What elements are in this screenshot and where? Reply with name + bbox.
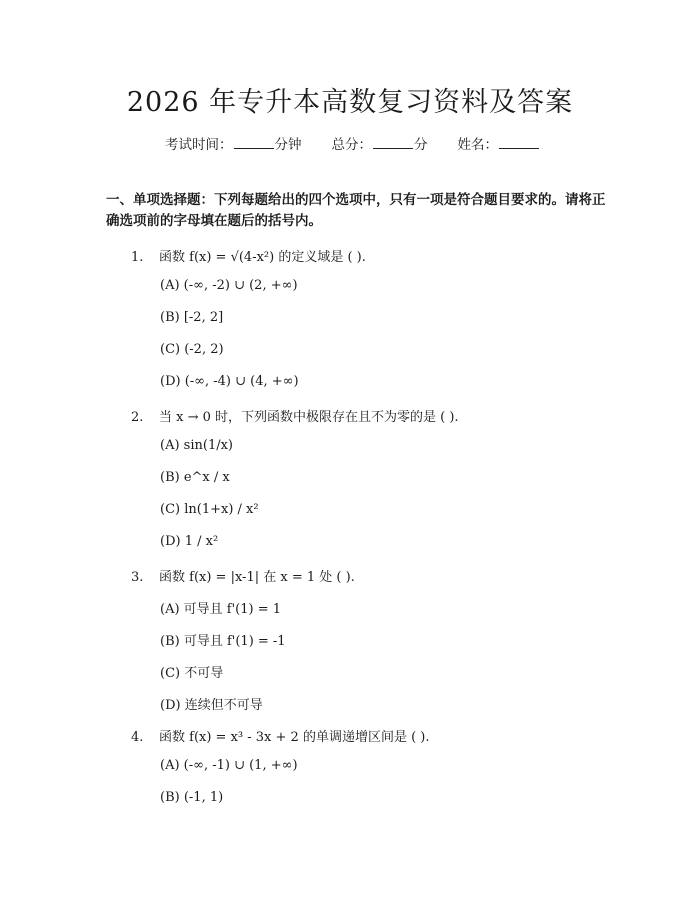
question-3: [131, 566, 355, 585]
option-1b[interactable]: (B) [-2, 2]: [160, 310, 224, 325]
exam-time-unit: 分钟: [274, 137, 302, 153]
option-2a[interactable]: (A) sin(1/x): [160, 438, 233, 453]
option-3b[interactable]: (B) 可导且 f'(1) = -1: [160, 634, 286, 649]
total-score: [332, 133, 428, 153]
exam-time-label: 考试时间：: [165, 137, 233, 153]
question-number: 2.: [131, 410, 144, 425]
question-2: [131, 406, 459, 425]
exam-meta: [165, 133, 540, 153]
question-number: 3.: [131, 570, 144, 585]
question-4: [131, 726, 429, 745]
question-1: [131, 246, 366, 265]
question-text: 函数 f(x) = x³ - 3x + 2 的单调递增区间是 ( ).: [159, 730, 430, 745]
option-1c[interactable]: (C) (-2, 2): [160, 342, 224, 357]
section-heading: 一、单项选择题：下列每题给出的四个选项中，只有一项是符合题目要求的。请将正确选项前的字母填在题后的括号内。: [106, 192, 606, 229]
option-1d[interactable]: (D) (-∞, -4) ∪ (4, +∞): [160, 374, 299, 389]
total-score-label: 总分：: [331, 137, 372, 153]
option-4a[interactable]: (A) (-∞, -1) ∪ (1, +∞): [160, 758, 298, 773]
document-title: 2026 年专升本高数复习资料及答案: [126, 87, 574, 118]
option-3c[interactable]: (C) 不可导: [160, 666, 224, 681]
exam-time: [165, 133, 302, 153]
option-2c[interactable]: (C) ln(1+x) / x²: [160, 502, 259, 517]
question-number: 4.: [131, 730, 144, 745]
student-name-label: 姓名：: [457, 137, 498, 153]
question-number: 1.: [131, 250, 144, 265]
option-2b[interactable]: (B) e^x / x: [160, 470, 230, 485]
question-text: 当 x → 0 时，下列函数中极限存在且不为零的是 ( ).: [159, 410, 459, 425]
option-4b[interactable]: (B) (-1, 1): [160, 790, 224, 805]
option-2d[interactable]: (D) 1 / x²: [160, 534, 219, 549]
question-text: 函数 f(x) = |x-1| 在 x = 1 处 ( ).: [159, 570, 355, 585]
total-score-unit: 分: [414, 137, 428, 153]
option-3d[interactable]: (D) 连续但不可导: [160, 698, 263, 713]
student-name: [458, 133, 541, 153]
exam-time-blank[interactable]: [234, 136, 274, 149]
question-text: 函数 f(x) = √(4-x²) 的定义域是 ( ).: [159, 250, 366, 265]
option-1a[interactable]: (A) (-∞, -2) ∪ (2, +∞): [160, 278, 298, 293]
option-3a[interactable]: (A) 可导且 f'(1) = 1: [160, 602, 282, 617]
student-name-blank[interactable]: [499, 136, 539, 149]
total-score-blank[interactable]: [373, 136, 413, 149]
